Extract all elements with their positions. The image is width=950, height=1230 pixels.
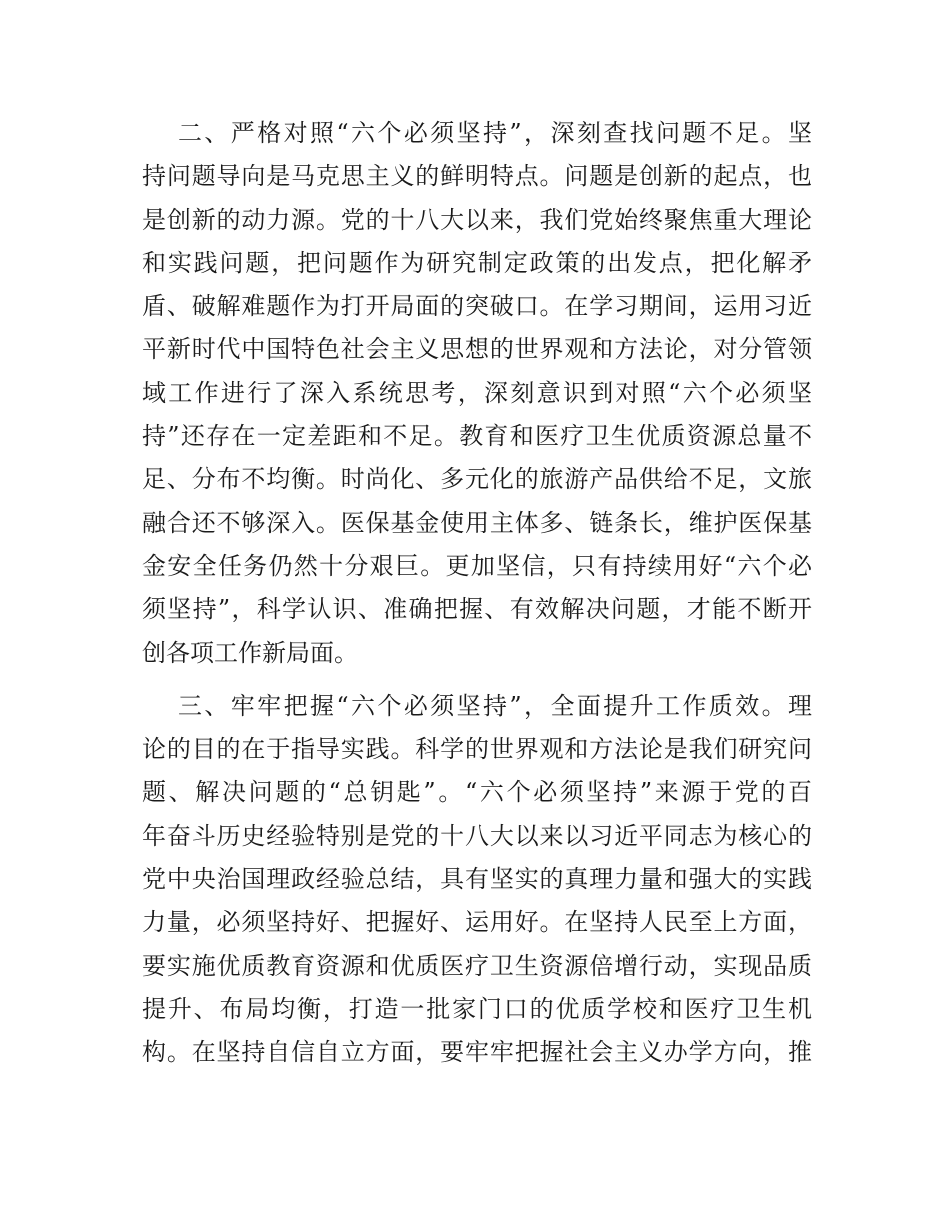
text-line: 二、严格对照“六个必须坚持”，深刻查找问题不足。坚 <box>178 119 812 147</box>
text-line: 足、分布不均衡。时尚化、多元化的旅游产品供给不足，文旅 <box>142 465 812 494</box>
text-line: 持问题导向是马克思主义的鲜明特点。问题是创新的起点，也 <box>142 162 812 191</box>
text-line: 持”还存在一定差距和不足。教育和医疗卫生优质资源总量不 <box>142 422 812 451</box>
document-body <box>142 112 812 1075</box>
text-line: 是创新的动力源。党的十八大以来，我们党始终聚焦重大理论 <box>142 205 812 234</box>
text-line: 提升、布局均衡，打造一批家门口的优质学校和医疗卫生机 <box>142 994 812 1023</box>
text-line: 党中央治国理政经验总结，具有坚实的真理力量和强大的实践 <box>142 865 812 894</box>
text-line: 和实践问题，把问题作为研究制定政策的出发点，把化解矛 <box>142 248 812 277</box>
text-line: 论的目的在于指导实践。科学的世界观和方法论是我们研究问 <box>142 735 812 764</box>
text-line: 三、牢牢把握“六个必须坚持”，全面提升工作质效。理 <box>178 691 812 720</box>
text-line: 融合还不够深入。医保基金使用主体多、链条长，维护医保基 <box>142 508 812 537</box>
text-line: 域工作进行了深入系统思考，深刻意识到对照“六个必须坚 <box>142 378 812 407</box>
text-line: 要实施优质教育资源和优质医疗卫生资源倍增行动，实现品质 <box>142 951 812 980</box>
text-line: 题、解决问题的“总钥匙”。“六个必须坚持”来源于党的百 <box>142 778 812 807</box>
paragraph-section-two <box>142 112 812 675</box>
text-line: 创各项工作新局面。 <box>142 638 358 667</box>
text-line: 年奋斗历史经验特别是党的十八大以来以习近平同志为核心的 <box>142 821 812 850</box>
paragraph-section-three <box>142 685 812 1075</box>
text-line: 金安全任务仍然十分艰巨。更加坚信，只有持续用好“六个必 <box>142 551 812 580</box>
text-line: 须坚持”，科学认识、准确把握、有效解决问题，才能不断开 <box>142 595 812 624</box>
text-line: 构。在坚持自信自立方面，要牢牢把握社会主义办学方向，推 <box>142 1038 812 1067</box>
text-line: 平新时代中国特色社会主义思想的世界观和方法论，对分管领 <box>142 335 812 364</box>
text-line: 力量，必须坚持好、把握好、运用好。在坚持人民至上方面， <box>142 908 812 937</box>
text-line: 盾、破解难题作为打开局面的突破口。在学习期间，运用习近 <box>142 292 812 321</box>
